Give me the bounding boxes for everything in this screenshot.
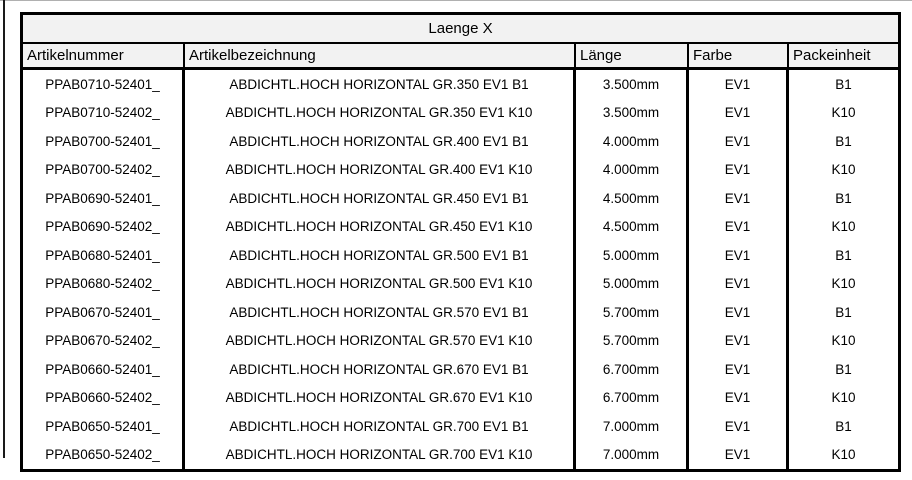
table-body [23, 70, 898, 469]
table-row [23, 213, 898, 242]
article-description-cell: ABDICHTL.HOCH HORIZONTAL GR.700 EV1 K10 [185, 441, 576, 470]
length-cell: 4.000mm [576, 127, 689, 156]
color-cell: EV1 [689, 298, 789, 327]
color-cell: EV1 [689, 355, 789, 384]
pack-unit-cell: K10 [831, 219, 856, 235]
article-number-cell: PPAB0670-52401_ [23, 298, 185, 327]
article-description-cell: ABDICHTL.HOCH HORIZONTAL GR.450 EV1 B1 [185, 184, 576, 213]
color-cell: EV1 [689, 441, 789, 470]
article-number-cell: PPAB0670-52402_ [23, 327, 185, 356]
table-row [23, 99, 898, 128]
color-cell: EV1 [689, 270, 789, 299]
length-cell: 3.500mm [576, 99, 689, 128]
article-description-cell: ABDICHTL.HOCH HORIZONTAL GR.500 EV1 K10 [185, 270, 576, 299]
pack-unit-cell: B1 [835, 247, 852, 263]
article-description-cell: ABDICHTL.HOCH HORIZONTAL GR.400 EV1 B1 [185, 127, 576, 156]
table-row [23, 412, 898, 441]
column-header-packeinheit: Packeinheit [789, 44, 898, 70]
article-description-cell: ABDICHTL.HOCH HORIZONTAL GR.570 EV1 B1 [185, 298, 576, 327]
article-number-cell: PPAB0710-52402_ [23, 99, 185, 128]
table-row [23, 184, 898, 213]
color-cell: EV1 [689, 213, 789, 242]
color-cell: EV1 [689, 99, 789, 128]
article-description-cell: ABDICHTL.HOCH HORIZONTAL GR.350 EV1 B1 [185, 70, 576, 99]
column-header-artikelbezeichnung: Artikelbezeichnung [185, 44, 576, 70]
table-row [23, 384, 898, 413]
article-number-cell: PPAB0650-52401_ [23, 412, 185, 441]
article-description-cell: ABDICHTL.HOCH HORIZONTAL GR.450 EV1 K10 [185, 213, 576, 242]
article-number-cell: PPAB0700-52401_ [23, 127, 185, 156]
article-description-cell: ABDICHTL.HOCH HORIZONTAL GR.670 EV1 K10 [185, 384, 576, 413]
length-cell: 4.500mm [576, 213, 689, 242]
length-cell: 7.000mm [576, 441, 689, 470]
article-description-cell: ABDICHTL.HOCH HORIZONTAL GR.670 EV1 B1 [185, 355, 576, 384]
column-header-farbe: Farbe [689, 44, 789, 70]
table-row [23, 270, 898, 299]
color-cell: EV1 [689, 156, 789, 185]
color-cell: EV1 [689, 184, 789, 213]
length-cell: 7.000mm [576, 412, 689, 441]
length-cell: 5.000mm [576, 270, 689, 299]
article-table [20, 12, 901, 472]
pack-unit-cell: B1 [835, 133, 852, 149]
length-cell: 5.700mm [576, 327, 689, 356]
column-header-artikelnummer: Artikelnummer [23, 44, 185, 70]
article-description-cell: ABDICHTL.HOCH HORIZONTAL GR.570 EV1 K10 [185, 327, 576, 356]
length-cell: 6.700mm [576, 355, 689, 384]
length-cell: 5.700mm [576, 298, 689, 327]
pack-unit-cell: B1 [835, 190, 852, 206]
table-title-row [23, 15, 898, 44]
article-number-cell: PPAB0700-52402_ [23, 156, 185, 185]
article-description-cell: ABDICHTL.HOCH HORIZONTAL GR.400 EV1 K10 [185, 156, 576, 185]
length-cell: 5.000mm [576, 241, 689, 270]
pack-unit-cell: K10 [831, 105, 856, 121]
color-cell: EV1 [689, 412, 789, 441]
article-number-cell: PPAB0690-52401_ [23, 184, 185, 213]
table-title: Laenge X [23, 15, 898, 44]
pack-unit-cell: K10 [831, 162, 856, 178]
article-number-cell: PPAB0680-52402_ [23, 270, 185, 299]
color-cell: EV1 [689, 327, 789, 356]
table-row [23, 127, 898, 156]
pack-unit-cell: K10 [831, 390, 856, 406]
article-number-cell: PPAB0650-52402_ [23, 441, 185, 470]
length-cell: 4.500mm [576, 184, 689, 213]
table-row [23, 298, 898, 327]
page-top-edge-line [0, 0, 912, 1]
length-cell: 6.700mm [576, 384, 689, 413]
color-cell: EV1 [689, 70, 789, 99]
color-cell: EV1 [689, 127, 789, 156]
pack-unit-cell: K10 [831, 276, 856, 292]
article-number-cell: PPAB0660-52402_ [23, 384, 185, 413]
pack-unit-cell: K10 [831, 447, 856, 463]
table-row [23, 355, 898, 384]
column-header-laenge: Länge [576, 44, 689, 70]
table-row [23, 441, 898, 470]
table-row [23, 241, 898, 270]
page-left-edge-line [3, 0, 5, 458]
article-description-cell: ABDICHTL.HOCH HORIZONTAL GR.500 EV1 B1 [185, 241, 576, 270]
article-description-cell: ABDICHTL.HOCH HORIZONTAL GR.350 EV1 K10 [185, 99, 576, 128]
article-number-cell: PPAB0690-52402_ [23, 213, 185, 242]
color-cell: EV1 [689, 241, 789, 270]
pack-unit-cell: B1 [835, 361, 852, 377]
pack-unit-cell: K10 [831, 333, 856, 349]
pack-unit-cell: B1 [835, 418, 852, 434]
pack-unit-cell: B1 [835, 304, 852, 320]
table-row [23, 70, 898, 99]
article-description-cell: ABDICHTL.HOCH HORIZONTAL GR.700 EV1 B1 [185, 412, 576, 441]
table-header-row [23, 44, 898, 70]
table-row [23, 327, 898, 356]
article-number-cell: PPAB0660-52401_ [23, 355, 185, 384]
color-cell: EV1 [689, 384, 789, 413]
article-number-cell: PPAB0710-52401_ [23, 70, 185, 99]
length-cell: 3.500mm [576, 70, 689, 99]
article-number-cell: PPAB0680-52401_ [23, 241, 185, 270]
length-cell: 4.000mm [576, 156, 689, 185]
table-row [23, 156, 898, 185]
pack-unit-cell: B1 [835, 76, 852, 92]
